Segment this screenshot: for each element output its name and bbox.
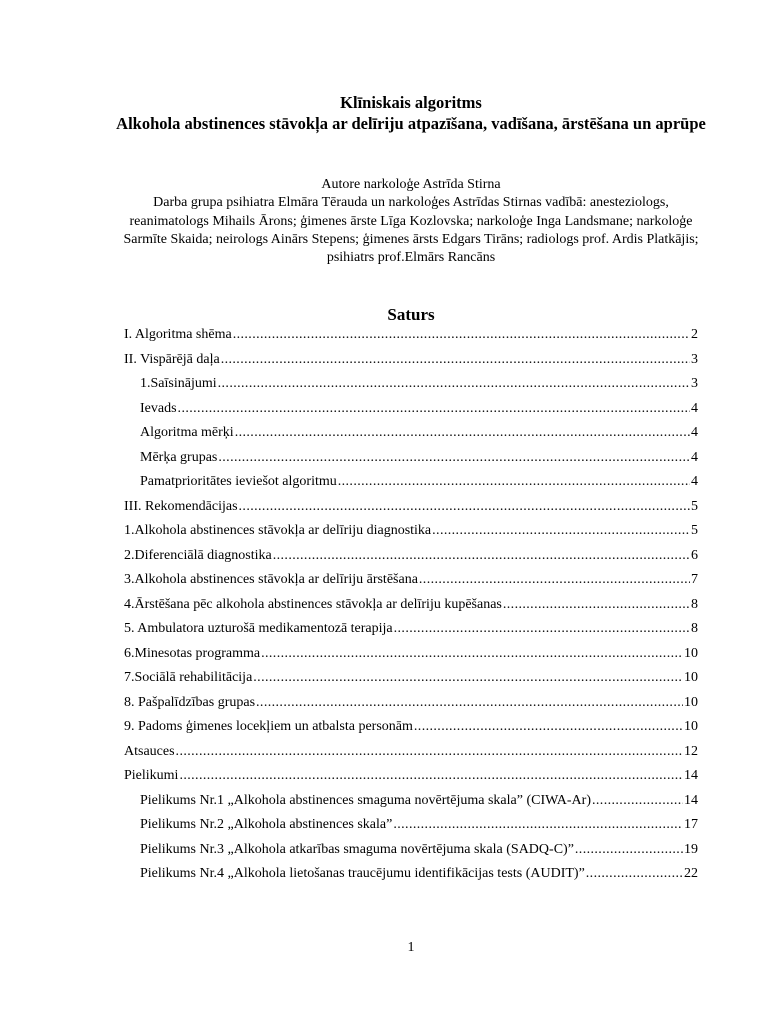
toc-entry-page: 3 (691, 351, 698, 367)
toc-entry-label: Atsauces (124, 743, 175, 759)
toc-entry[interactable] (124, 666, 698, 690)
toc-entry[interactable] (140, 862, 698, 886)
toc-entry-label: 5. Ambulatora uzturošā medikamentozā terapija (124, 621, 393, 636)
author-block (118, 176, 704, 267)
toc-leader-dots (218, 372, 690, 396)
toc-entry[interactable] (140, 813, 698, 837)
toc-entry-label: 1.Saīsinājumi (140, 376, 217, 391)
toc-entry-label: II. Vispārējā daļa (124, 351, 220, 367)
toc-entry-page: 10 (684, 670, 698, 685)
working-group-text: Darba grupa psihiatra Elmāra Tērauda un narkoloģes Astrīdas Stirnas vadībā: anesteziologs, reanimatologs Mihails Ārons; ģimenes ārste Līga Kozlovska; narkoloģe Inga Landsmane; narkoloģe Sarmīte Skaida; neirologs Ainārs Stepens; ģimenes ārsts Edgars Tirāns; radiologs prof. Ardis Platkājis; psihiatrs prof.Elmārs Rancāns (123, 195, 699, 266)
toc-leader-dots (235, 421, 690, 445)
toc-leader-dots (419, 568, 690, 592)
toc-entry-label: Pielikumi (124, 768, 179, 783)
toc-entry-page: 4 (691, 449, 698, 465)
toc-entry-page: 5 (691, 523, 698, 538)
toc-entry-label: 7.Sociālā rehabilitācija (124, 670, 253, 685)
toc-entry[interactable] (124, 691, 698, 715)
toc-entry-label: 6.Minesotas programma (124, 645, 261, 661)
toc-entry-page: 5 (691, 498, 698, 514)
toc-entry[interactable] (140, 838, 698, 862)
toc-entry[interactable] (124, 715, 698, 739)
toc-entry-page: 17 (684, 817, 698, 832)
toc-entry-page: 14 (684, 792, 698, 808)
toc-entry[interactable] (124, 617, 698, 641)
toc-entry-label: Mērķa grupas (140, 449, 218, 465)
toc-entry-page: 14 (684, 768, 698, 783)
toc-entry-label: 9. Padoms ģimenes locekļiem un atbalsta personām (124, 719, 413, 734)
toc-entry[interactable] (124, 593, 698, 617)
toc-entry-page: 12 (684, 743, 698, 759)
toc-leader-dots (179, 764, 683, 788)
toc-entry-page: 10 (684, 694, 698, 710)
toc-leader-dots (575, 838, 683, 862)
toc-leader-dots (414, 715, 683, 739)
toc-leader-dots (261, 642, 683, 666)
toc-entry-page: 4 (691, 425, 698, 440)
toc-entry-page: 6 (691, 547, 698, 563)
contents-heading: Saturs (387, 305, 435, 324)
toc-entry[interactable] (124, 519, 698, 543)
toc-entry-label: Pielikums Nr.2 „Alkohola abstinences skala” (140, 817, 393, 832)
toc-leader-dots (178, 397, 690, 421)
document-subtitle: Alkohola abstinences stāvokļa ar delīriju atpazīšana, vadīšana, ārstēšana un aprūpe (116, 114, 706, 133)
toc-entry-page: 7 (691, 572, 698, 587)
toc-entry-page: 22 (684, 866, 698, 881)
toc-entry[interactable] (124, 764, 698, 788)
toc-entry-page: 4 (691, 474, 698, 489)
toc-leader-dots (221, 348, 690, 372)
toc-leader-dots (239, 495, 690, 519)
toc-entry-label: Pielikums Nr.4 „Alkohola lietošanas traucējumu identifikācijas tests (AUDIT)” (140, 866, 585, 881)
toc-entry-page: 19 (684, 841, 698, 857)
toc-leader-dots (233, 323, 690, 347)
toc-entry-page: 8 (691, 596, 698, 612)
toc-leader-dots (503, 593, 690, 617)
author-line: Autore narkoloģe Astrīda Stirna (321, 177, 501, 192)
toc-entry-label: Pamatprioritātes ieviešot algoritmu (140, 474, 337, 489)
toc-entry[interactable] (140, 421, 698, 445)
toc-entry-page: 10 (684, 645, 698, 661)
toc-entry-label: Pielikums Nr.1 „Alkohola abstinences smaguma novērtējuma skala” (CIWA-Ar) (140, 792, 591, 808)
toc-leader-dots (273, 544, 690, 568)
toc-entry-label: III. Rekomendācijas (124, 498, 238, 514)
toc-entry-label: 2.Diferenciālā diagnostika (124, 547, 272, 563)
toc-entry-label: 8. Pašpalīdzības grupas (124, 694, 256, 710)
toc-entry-label: 1.Alkohola abstinences stāvokļa ar delīriju diagnostika (124, 523, 432, 538)
toc-leader-dots (394, 617, 690, 641)
toc-leader-dots (338, 470, 690, 494)
toc-entry[interactable] (124, 642, 698, 666)
toc-entry[interactable] (140, 470, 698, 494)
toc-entry[interactable] (140, 446, 698, 470)
toc-entry[interactable] (124, 568, 698, 592)
toc-entry-page: 10 (684, 719, 698, 734)
toc-leader-dots (253, 666, 683, 690)
toc-entry[interactable] (124, 348, 698, 372)
toc-entry-label: Algoritma mērķi (140, 425, 234, 440)
toc-leader-dots (586, 862, 683, 886)
toc-leader-dots (256, 691, 683, 715)
page-number: 1 (407, 940, 415, 955)
document-title: Klīniskais algoritms (340, 93, 482, 112)
toc-leader-dots (432, 519, 690, 543)
toc-leader-dots (176, 740, 683, 764)
toc-entry-page: 2 (691, 327, 698, 342)
title-block (100, 92, 722, 134)
toc-entry-page: 3 (691, 376, 698, 391)
toc-entry[interactable] (124, 544, 698, 568)
toc-entry[interactable] (124, 323, 698, 347)
toc-entry[interactable] (140, 397, 698, 421)
toc-entry[interactable] (124, 495, 698, 519)
toc-leader-dots (592, 789, 683, 813)
toc-entry-page: 4 (691, 400, 698, 416)
toc-entry[interactable] (124, 740, 698, 764)
toc-entry-label: 3.Alkohola abstinences stāvokļa ar delīriju ārstēšana (124, 572, 418, 587)
toc-entry-label: I. Algoritma shēma (124, 327, 232, 342)
toc-entry[interactable] (140, 789, 698, 813)
toc-entry[interactable] (140, 372, 698, 396)
toc-entry-label: 4.Ārstēšana pēc alkohola abstinences stāvokļa ar delīriju kupēšanas (124, 596, 502, 612)
toc-entry-page: 8 (691, 621, 698, 636)
toc-entry-label: Pielikums Nr.3 „Alkohola atkarības smaguma novērtējuma skala (SADQ-C)” (140, 841, 574, 857)
toc-leader-dots (218, 446, 690, 470)
toc-leader-dots (393, 813, 683, 837)
toc-entry-label: Ievads (140, 400, 177, 416)
